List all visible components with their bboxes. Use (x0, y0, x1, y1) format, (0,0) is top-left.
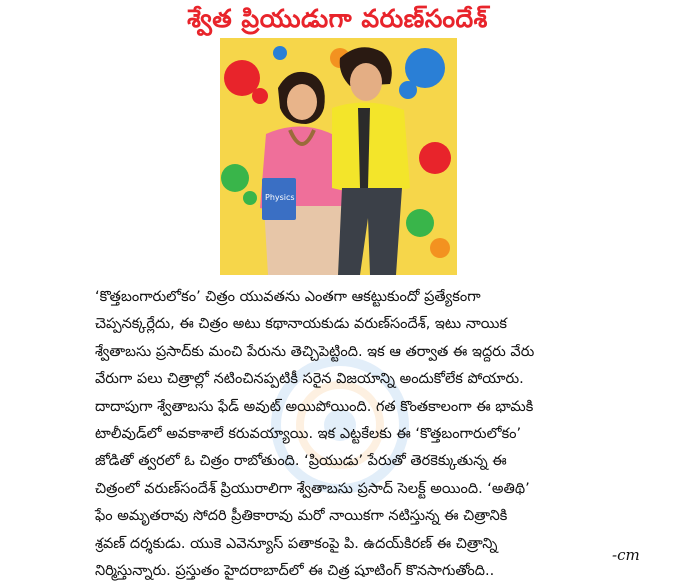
article-body (95, 284, 650, 585)
article-line: శ్వేతాబసు ప్రసాద్‌కు మంచి పేరును తెచ్చిపెట్టింది. ఇక ఆ తర్వాత ఈ ఇద్దరు వేరు (95, 343, 535, 360)
article-line: దాదాపుగా శ్వేతాబసు ఫేడ్ అవుట్ అయిపోయింది. గత కొంతకాలంగా ఈ భామకి (95, 398, 534, 415)
article-line: జోడితో త్వరలో ఓ చిత్రం రాబోతుంది. ‘ప్రియుడు’ పేరుతో తెరకెక్కుతున్న ఈ (95, 453, 507, 470)
article-line: వేరుగా పలు చిత్రాల్లో నటించినప్పటికీ సరైన విజయాన్ని అందుకోలేక పోయారు. (95, 371, 524, 388)
article-line: చెప్పనక్కర్లేదు, ఈ చిత్రం అటు కథానాయకుడు వరుణ్‌సందేశ్, ఇటు నాయిక (95, 316, 507, 333)
article-line: శ్రవణ్ దర్శకుడు. యుకె ఎవెన్యూస్ పతాకంపై పి. ఉదయ్‌కిరణ్ ఈ చిత్రాన్ని (95, 535, 498, 552)
book-title: Physics (265, 193, 295, 202)
article-line: ఫేం అమృతరావు సోదరి ప్రీతికారావు మరో నాయికగా నటిస్తున్న ఈ చిత్రానికి (95, 508, 508, 525)
article-line: నిర్మిస్తున్నారు. ప్రస్తుతం హైదరాబాద్‌లో ఈ చిత్ర షూటింగ్ కొనసాగుతోంది.. (95, 562, 495, 579)
article-headline: శ్వేత ప్రియుడుగా వరుణ్‌సందేశ్ (187, 4, 488, 33)
movie-still-photo (220, 38, 457, 275)
article-line: టాలీవుడ్‌లో అవకాశాలే కరువయ్యాయి. ఇక ఎట్టకేలకు ఈ ‘కొత్తబంగారులోకం’ (95, 425, 522, 442)
author-signature: -cm (612, 546, 640, 564)
article-line: చిత్రంలో వరుణ్‌సందేశ్ ప్రియురాలిగా శ్వేతాబసు ప్రసాద్ సెలక్ట్ అయింది. ‘అతిథి’ (95, 480, 530, 497)
article-line: ‘కొత్తబంగారులోకం’ చిత్రం యువతను ఎంతగా ఆకట్టుకుందో ప్రత్యేకంగా (95, 289, 481, 305)
